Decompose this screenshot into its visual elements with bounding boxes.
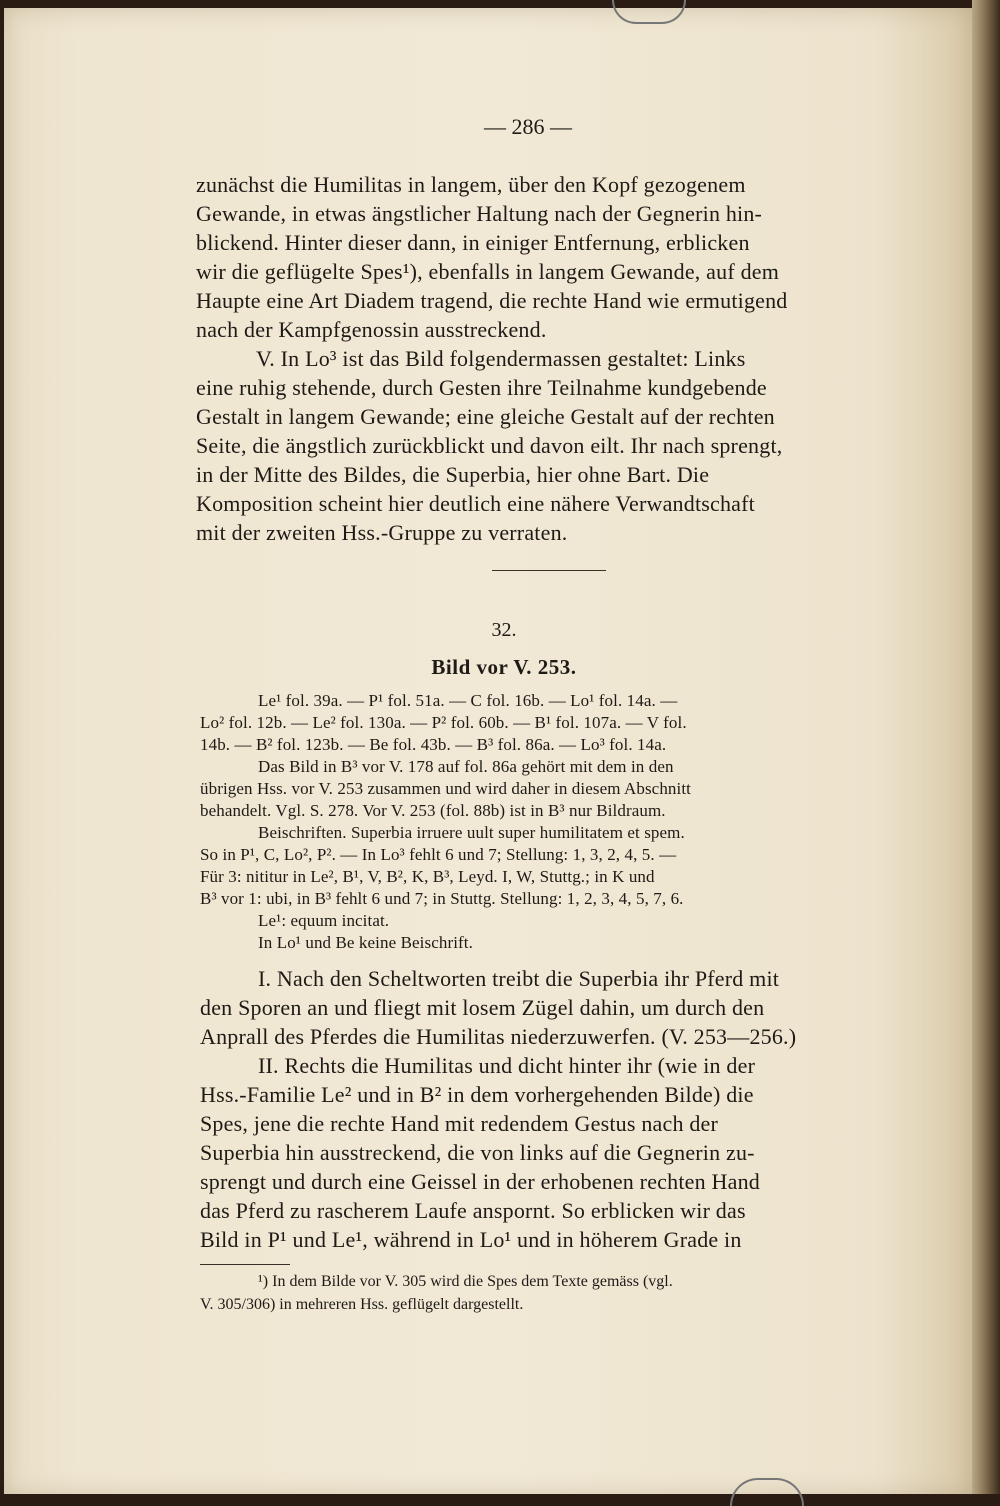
section-heading: Bild vor V. 253.	[431, 655, 577, 679]
section-separator	[492, 570, 606, 571]
main-line-3: Anprall des Pferdes die Humilitas niederzuwerfen. (V. 253—256.)	[200, 1024, 797, 1049]
apparatus-line-7: Beischriften. Superbia irruere uult super humilitatem et spem.	[258, 823, 685, 842]
page-number: — 286 —	[484, 114, 572, 139]
apparatus-line-12: In Lo¹ und Be keine Beischrift.	[258, 933, 473, 952]
main-line-6: Spes, jene die rechte Hand mit redendem Gestus nach der	[200, 1111, 719, 1136]
intro-line-4: wir die geflügelte Spes¹), ebenfalls in langem Gewande, auf dem	[196, 259, 780, 284]
main-line-9: das Pferd zu rascherem Laufe anspornt. So erblicken wir das	[200, 1198, 746, 1223]
apparatus-line-5: übrigen Hss. vor V. 253 zusammen und wird daher in diesem Abschnitt	[200, 779, 691, 798]
footnote-line-2: V. 305/306) in mehreren Hss. geflügelt dargestellt.	[200, 1296, 524, 1313]
intro-line-12: Komposition scheint hier deutlich eine nähere Verwandtschaft	[196, 491, 755, 516]
intro-line-5: Haupte eine Art Diadem tragend, die rechte Hand wie ermutigend	[196, 288, 788, 313]
intro-line-13: mit der zweiten Hss.-Gruppe zu verraten.	[196, 520, 568, 545]
apparatus-line-9: Für 3: nititur in Le², B¹, V, B², K, B³, Leyd. I, W, Stuttg.; in K und	[200, 867, 655, 886]
intro-line-6: nach der Kampfgenossin ausstreckend.	[196, 317, 547, 342]
section-number: 32.	[491, 619, 517, 641]
intro-line-1: zunächst die Humilitas in langem, über den Kopf gezogenem	[196, 172, 746, 197]
apparatus-line-8: So in P¹, C, Lo², P². — In Lo³ fehlt 6 und 7; Stellung: 1, 3, 2, 4, 5. —	[200, 845, 677, 864]
intro-line-11: in der Mitte des Bildes, die Superbia, hier ohne Bart. Die	[196, 462, 710, 487]
intro-line-8: eine ruhig stehende, durch Gesten ihre Teilnahme kundgebende	[196, 375, 767, 400]
intro-line-3: blickend. Hinter dieser dann, in einiger Entfernung, erblicken	[196, 230, 750, 255]
intro-line-7: V. In Lo³ ist das Bild folgendermassen gestaltet: Links	[256, 346, 746, 371]
book-edge-right	[972, 0, 1000, 1504]
apparatus-line-6: behandelt. Vgl. S. 278. Vor V. 253 (fol. 88b) ist in B³ nur Bildraum.	[200, 801, 666, 820]
main-line-7: Superbia hin ausstreckend, die von links auf die Gegnerin zu-	[200, 1140, 755, 1165]
main-line-5: Hss.-Familie Le² und in B² in dem vorhergehenden Bilde) die	[200, 1082, 754, 1107]
apparatus-line-11: Le¹: equum incitat.	[258, 911, 390, 930]
main-line-2: den Sporen an und fliegt mit losem Zügel dahin, um durch den	[200, 995, 765, 1020]
apparatus-line-4: Das Bild in B³ vor V. 178 auf fol. 86a gehört mit dem in den	[258, 757, 674, 776]
footnote-line-1: ¹) In dem Bilde vor V. 305 wird die Spes dem Texte gemäss (vgl.	[258, 1273, 673, 1290]
intro-line-2: Gewande, in etwas ängstlicher Haltung nach der Gegnerin hin-	[196, 201, 763, 226]
apparatus-line-1: Le¹ fol. 39a. — P¹ fol. 51a. — C fol. 16b. — Lo¹ fol. 14a. —	[258, 691, 678, 710]
main-line-8: sprengt und durch eine Geissel in der erhobenen rechten Hand	[200, 1169, 760, 1194]
main-line-4: II. Rechts die Humilitas und dicht hinter ihr (wie in der	[258, 1053, 756, 1078]
apparatus-line-3: 14b. — B² fol. 123b. — Be fol. 43b. — B³ fol. 86a. — Lo³ fol. 14a.	[200, 735, 667, 754]
apparatus-line-10: B³ vor 1: ubi, in B³ fehlt 6 und 7; in Stuttg. Stellung: 1, 2, 3, 4, 5, 7, 6.	[200, 889, 684, 908]
main-line-1: I. Nach den Scheltworten treibt die Superbia ihr Pferd mit	[258, 966, 780, 991]
main-line-10: Bild in P¹ und Le¹, während in Lo¹ und in höherem Grade in	[200, 1227, 742, 1252]
apparatus-line-2: Lo² fol. 12b. — Le² fol. 130a. — P² fol. 60b. — B¹ fol. 107a. — V fol.	[200, 713, 687, 732]
book-page	[4, 8, 972, 1496]
footnote-rule	[200, 1264, 290, 1265]
intro-line-10: Seite, die ängstlich zurückblickt und davon eilt. Ihr nach sprengt,	[196, 433, 783, 458]
book-edge-bottom	[0, 1494, 1000, 1504]
intro-line-9: Gestalt in langem Gewande; eine gleiche Gestalt auf der rechten	[196, 404, 775, 429]
